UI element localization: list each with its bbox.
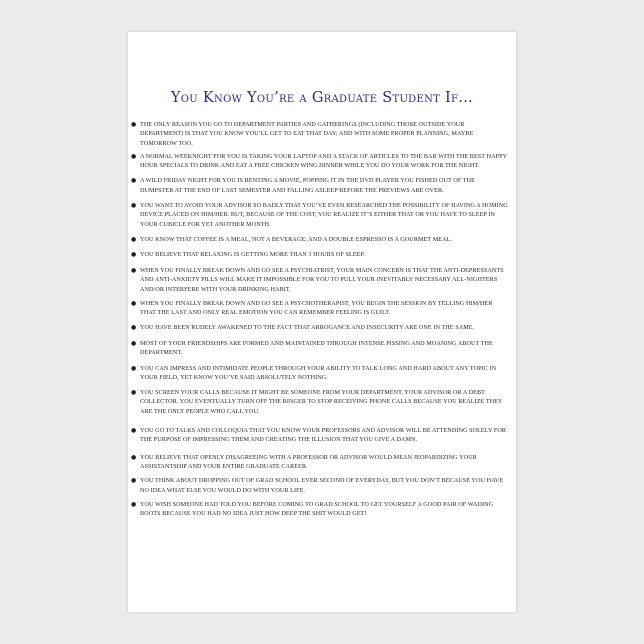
list-item-text: YOU BELIEVE THAT OPENLY DISAGREEING WITH A PROFESSOR OR ADVISOR WOULD MEAN JEOPARDIZING YOUR ASSISTANTSHIP AND YOUR ENTIRE GRADUATE CAREER. xyxy=(140,453,477,470)
list-item-text: THE ONLY REASON YOU GO TO DEPARTMENT PARTIES AND GATHERINGS (INCLUDING THOSE OUTSIDE YOUR DEPARTMENT) IS THAT YOU KNOW YOU’LL GET TO EAT THAT DAY; AND WITH SOME PROPER PLANNING, MAYBE TOMORROW TOO. xyxy=(140,121,474,147)
list-item-text: A NORMAL WEEKNIGHT FOR YOU IS TAKING YOUR LAPTOP AND A STACK OF ARTICLES TO THE BAR WITH THE BEST HAPPY HOUR SPECIALS TO DRINK AND EAT A FREE CHICKEN WING DINNER WHILE YOU DO YOUR WORK FOR THE NIGHT. xyxy=(140,152,507,170)
list-item xyxy=(131,120,508,148)
bullet-icon: ● xyxy=(131,152,137,160)
list-item-text: A WILD FRIDAY NIGHT FOR YOU IS RENTING A MOVIE, POPPING IT IN THE DVD PLAYER YOU FISHED OUT OF THE DUMPSTER AT THE END OF LAST SEMESTER AND FALLING ASLEEP BEFORE THE PREVIEWS ARE OVER. xyxy=(140,177,475,194)
list-item xyxy=(131,152,508,171)
bullet-icon: ● xyxy=(131,121,137,128)
list-item xyxy=(131,201,508,229)
bullet-icon: ● xyxy=(131,202,137,210)
list-item-text: YOU THINK ABOUT DROPPING OUT OF GRAD SCHOOL EVER SECOND OF EVERYDAY, BUT YOU DON’T BECAUSE YOU HAVE NO IDEA WHAT ELSE YOU WOULD DO WITH YOUR LIFE. xyxy=(140,477,504,494)
poster xyxy=(128,32,516,612)
list-item-text: MOST OF YOUR FRIENDSHIPS ARE FORMED AND MAINTAINED THROUGH INTENSE PISSING AND MOANING ABOUT THE DEPARTMENT. xyxy=(140,339,493,357)
bullet-icon: ● xyxy=(131,177,137,185)
bullet-icon: ● xyxy=(131,389,137,397)
list-item-text: YOU GO TO TALKS AND COLLOQUIA THAT YOU KNOW YOUR PROFESSORS AND ADVISOR WILL BE ATTENDING SOLELY FOR THE PURPOSE OF IMPRESSING THEM AND CREATING THE ILLUSION THAT YOU GIVE A DAMN. xyxy=(140,427,507,444)
bullet-icon: ● xyxy=(131,500,137,508)
bullet-list xyxy=(131,120,508,518)
bullet-icon: ● xyxy=(131,324,137,332)
list-item xyxy=(131,176,508,195)
bullet-icon: ● xyxy=(131,453,137,461)
poster-title: You Know You’re a Graduate Student If… xyxy=(170,90,474,106)
list-item-text: YOU HAVE BEEN RUDELY AWAKENED TO THE FACT THAT ARROGANCE AND INSECURITY ARE ONE IN THE SAME. xyxy=(140,324,475,332)
list-item-text: YOU WISH SOMEONE HAD TOLD YOU BEFORE COMING TO GRAD SCHOOL TO GET YOURSELF A GOOD PAIR OF WADING BOOTS BECAUSE YOU HAD NO IDEA JUST HOW DEEP THE SHIT WOULD GET! xyxy=(140,500,494,518)
list-item xyxy=(131,364,508,383)
bullet-icon: ● xyxy=(131,235,137,243)
list-item xyxy=(131,453,508,472)
list-item xyxy=(131,250,508,260)
list-item xyxy=(131,235,508,245)
list-item-text: YOU SCREEN YOUR CALLS BECAUSE IT MIGHT BE SOMEONE FROM YOUR DEPARTMENT, YOUR ADVISOR OR A DEBT COLLECTOR. YOU EVENTUALLY TURN OFF THE RINGER TO STOP RECEIVING PHONE CALLS BECAUSE YOU REALIZE THEY ARE THE ONLY PEOPLE WHO CALL YOU. xyxy=(140,389,503,415)
list-item-text: YOU CAN IMPRESS AND INTIMIDATE PEOPLE THROUGH YOUR ABILITY TO TALK LONG AND HARD ABOUT ANY TOPIC IN YOUR FIELD, YET KNOW YOU’VE SAID ABSOLUTELY NOTHING. xyxy=(140,364,497,381)
list-item xyxy=(131,323,508,333)
list-item xyxy=(131,500,508,519)
list-item xyxy=(131,339,508,358)
bullet-icon: ● xyxy=(131,364,137,372)
bullet-icon: ● xyxy=(131,477,137,485)
list-item xyxy=(131,476,508,495)
bullet-icon: ● xyxy=(131,266,137,274)
bullet-icon: ● xyxy=(131,427,137,435)
list-item-text: YOU WANT TO AVOID YOUR ADVISOR SO BADLY THAT YOU’VE EVEN RESEARCHED THE POSSIBILITY OF HAVING A HOMING DEVICE PLACED ON HIM/HER. BUT, BECAUSE OF THE COST, YOU REALIZE IT’S EITHER THAT OR YOU HAVE TO SLEEP IN YOUR CUBICLE FOR YET ANOTHER MONTH. xyxy=(140,202,508,228)
list-item-text: YOU KNOW THAT COFFEE IS A MEAL, NOT A BEVERAGE; AND A DOUBLE ESPRESSO IS A GOURMET MEAL. xyxy=(140,235,453,243)
list-item xyxy=(131,426,508,445)
list-item xyxy=(131,388,508,416)
list-item-text: WHEN YOU FINALLY BREAK DOWN AND GO SEE A PSYCHIATRIST, YOUR MAIN CONCERN IS THAT THE ANTI-DEPRESSANTS AND ANTI-ANXIETY PILLS WILL MAKE IT IMPOSSIBLE FOR YOU TO PULL YOUR INEVITABLY NECESSARY ALL-NIGHTERS AND/OR INTERFERE WITH YOUR DRINKING HABIT. xyxy=(140,266,504,293)
bullet-icon: ● xyxy=(131,339,137,347)
list-item xyxy=(131,299,508,318)
list-item xyxy=(131,266,508,294)
list-item-text: WHEN YOU FINALLY BREAK DOWN AND GO SEE A PSYCHOTHERAPIST, YOU BEGIN THE SESSION BY TELLING HIM/HER THAT THE LAST AND ONLY REAL EMOTION YOU CAN REMEMBER FEELING IS GUILT. xyxy=(140,299,493,317)
bullet-icon: ● xyxy=(131,299,137,307)
bullet-icon: ● xyxy=(131,251,137,259)
list-item-text: YOU BELIEVE THAT RELAXING IS GETTING MORE THAN 3 HOURS OF SLEEP. xyxy=(140,251,365,259)
